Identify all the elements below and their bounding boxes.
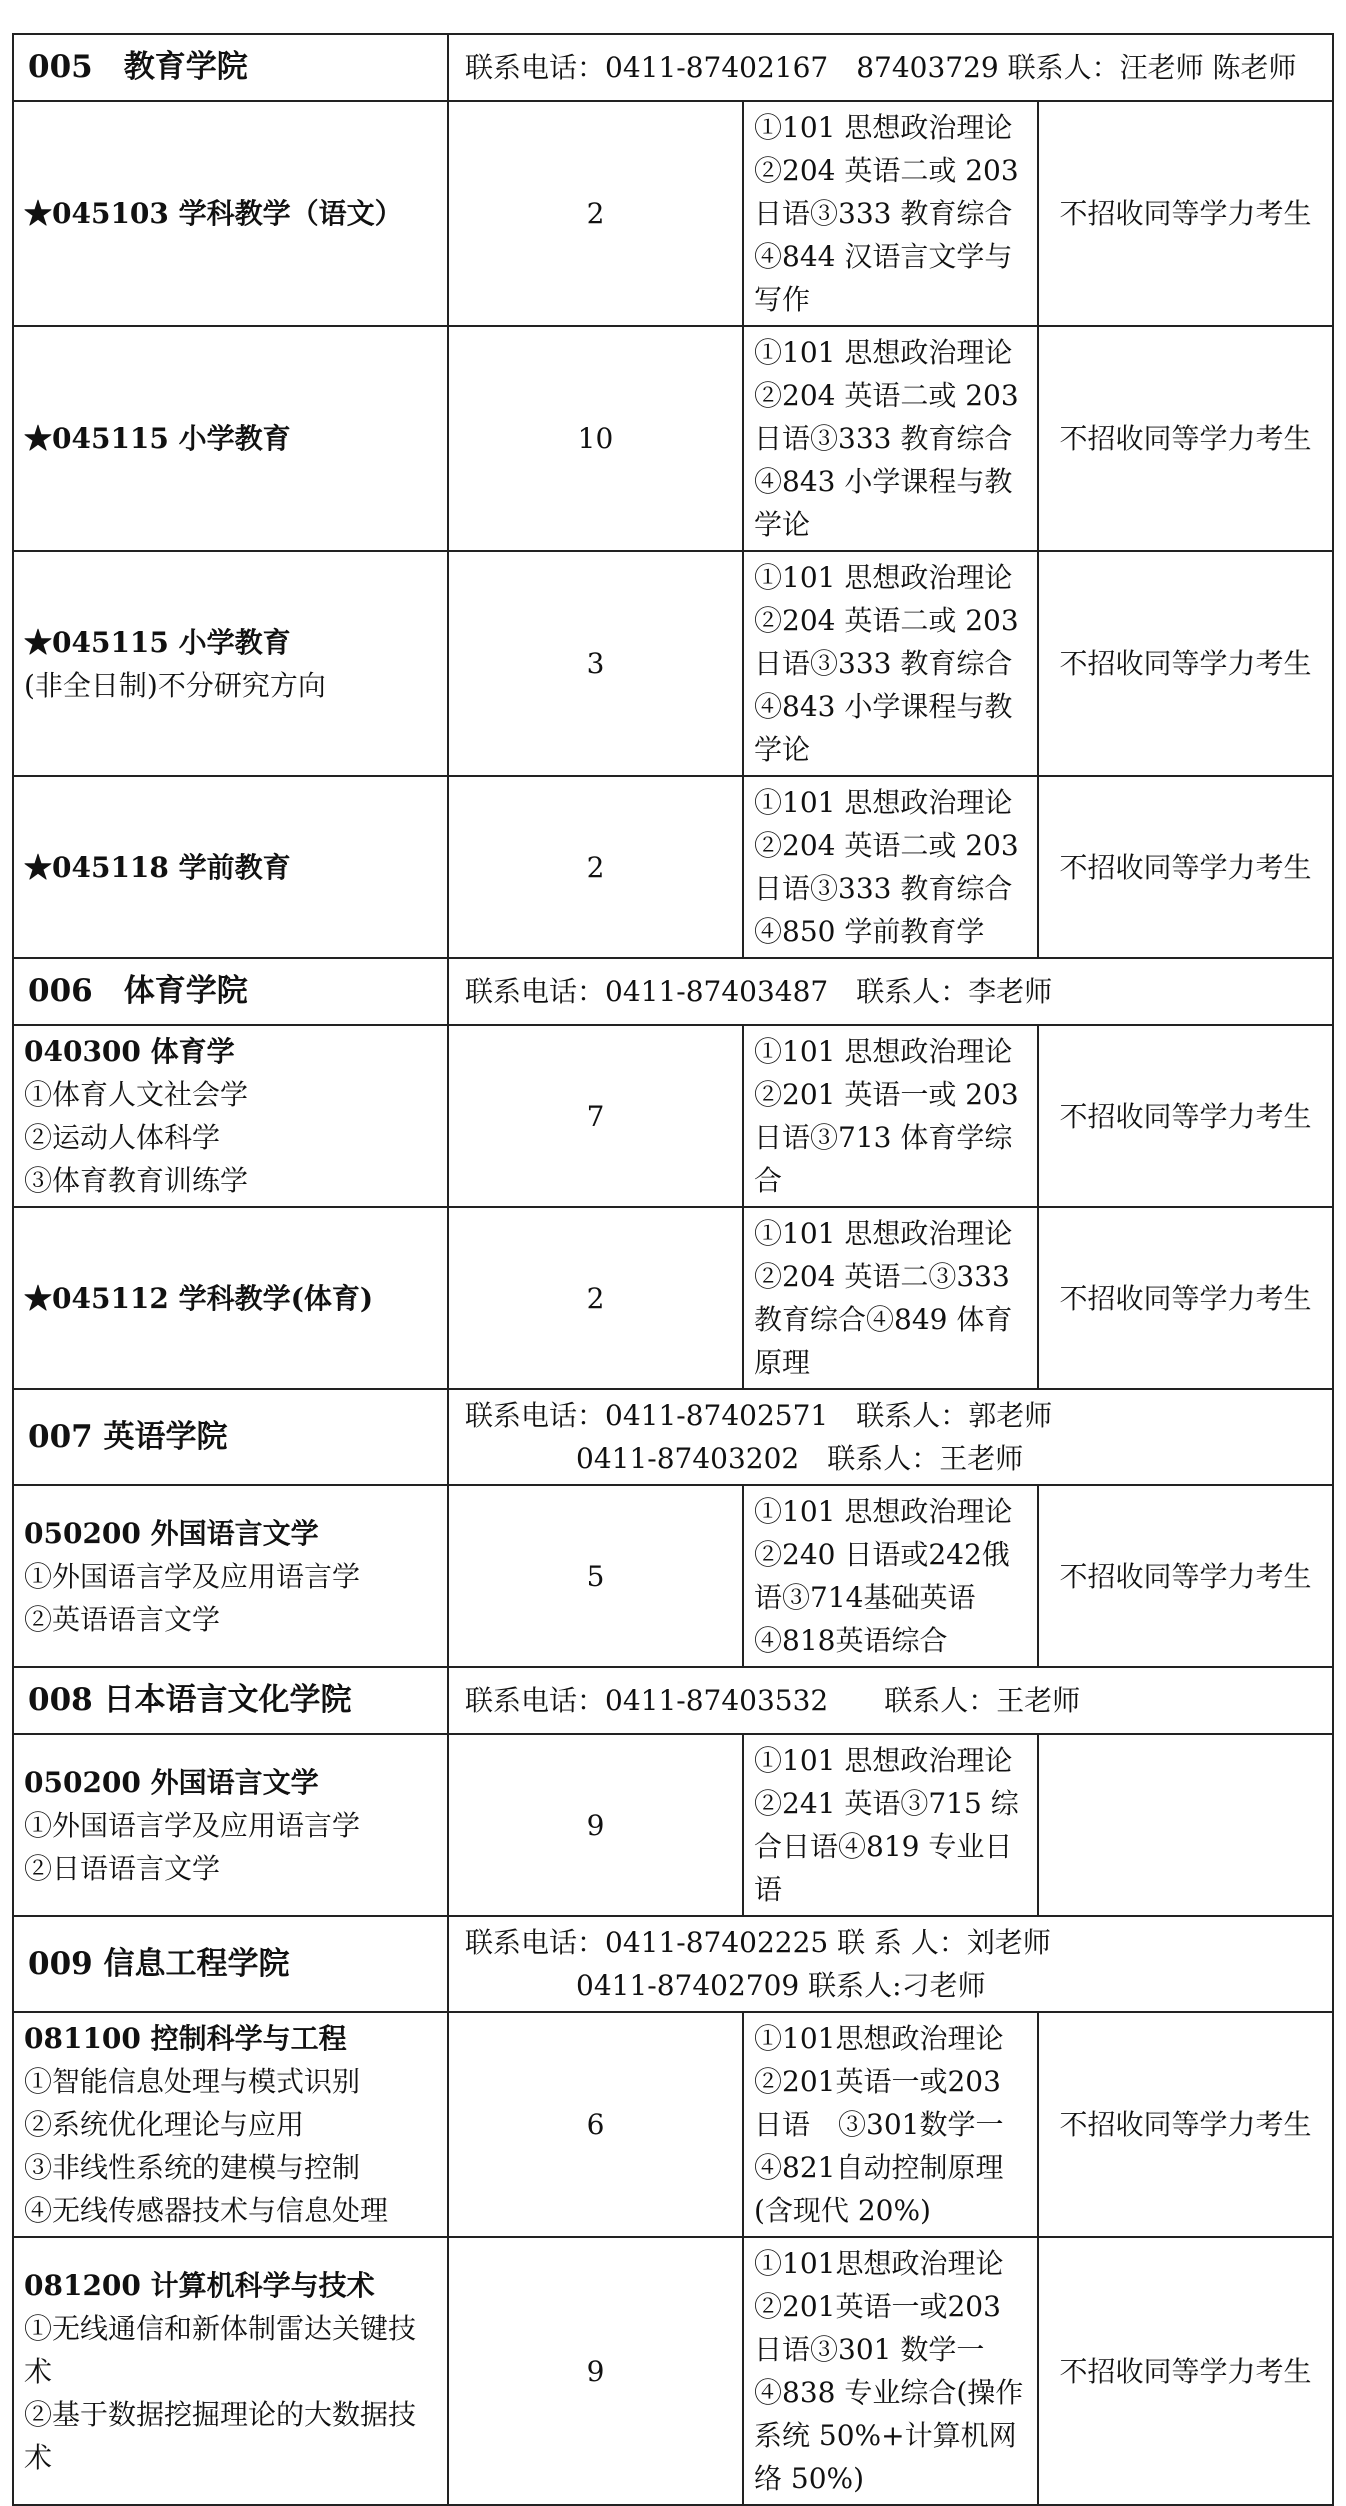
school-name: 007 英语学院 (13, 1389, 448, 1485)
research-direction: ①外国语言学及应用语言学 (24, 1559, 361, 1593)
exam-subjects: ①101思想政治理论 ②201英语一或203 日语③301 数学一 ④838 专业综合(操作系统 50%+计算机网络 50%) (743, 2237, 1038, 2505)
admissions-table (12, 33, 1334, 2506)
program-title: 050200 外国语言文学 (24, 1516, 319, 1550)
program-title: ★045115 小学教育 (24, 422, 291, 455)
remarks: 不招收同等学力考生 (1038, 551, 1333, 776)
research-direction: ①智能信息处理与模式识别 (24, 2065, 361, 2098)
program-cell (13, 101, 448, 326)
exam-subjects: ①101 思想政治理论 ②204 英语二③333 教育综合④849 体育原理 (743, 1207, 1038, 1389)
enrollment-count: 3 (448, 551, 743, 776)
school-name: 006 体育学院 (13, 958, 448, 1025)
remarks: 不招收同等学力考生 (1038, 2237, 1333, 2505)
program-row (13, 2237, 1333, 2505)
enrollment-count: 6 (448, 2012, 743, 2237)
contact-line: 0411-87402709 联系人:刁老师 (576, 1969, 986, 2002)
program-row (13, 101, 1333, 326)
exam-subjects: ①101 思想政治理论 ②201 英语一或 203 日语③713 体育学综合 (743, 1025, 1038, 1207)
program-cell (13, 326, 448, 551)
contact-line: 联系电话：0411-87402571 联系人：郭老师 (465, 1399, 1053, 1432)
section-header-row (13, 1667, 1333, 1734)
exam-subjects: ①101 思想政治理论 ②241 英语③715 综合日语④819 专业日语 (743, 1734, 1038, 1916)
program-title: ★045115 小学教育 (24, 625, 291, 659)
program-cell (13, 2237, 448, 2505)
enrollment-count: 5 (448, 1485, 743, 1667)
program-row (13, 1025, 1333, 1207)
program-cell (13, 1485, 448, 1667)
school-contact (448, 1389, 1333, 1485)
remarks: 不招收同等学力考生 (1038, 2012, 1333, 2237)
enrollment-count: 9 (448, 1734, 743, 1916)
program-cell (13, 551, 448, 776)
research-direction: ②系统优化理论与应用 (24, 2108, 305, 2141)
research-direction: ②运动人体科学 (24, 1121, 221, 1154)
remarks: 不招收同等学力考生 (1038, 1025, 1333, 1207)
school-name: 008 日本语言文化学院 (13, 1667, 448, 1734)
program-row (13, 776, 1333, 958)
section-header-row (13, 1389, 1333, 1485)
enrollment-count: 2 (448, 776, 743, 958)
school-name: 005 教育学院 (13, 34, 448, 101)
contact-line: 联系电话：0411-87403487 联系人：李老师 (465, 975, 1053, 1008)
exam-subjects: ①101 思想政治理论 ②204 英语二或 203 日语③333 教育综合 ④844 汉语言文学与写作 (743, 101, 1038, 326)
school-contact (448, 1667, 1333, 1734)
remarks: 不招收同等学力考生 (1038, 1207, 1333, 1389)
program-cell (13, 776, 448, 958)
program-title: 050200 外国语言文学 (24, 1765, 319, 1799)
program-title: 081100 控制科学与工程 (24, 2022, 347, 2055)
program-cell (13, 1734, 448, 1916)
research-direction: ①体育人文社会学 (24, 1078, 249, 1111)
research-direction: ②基于数据挖掘理论的大数据技术 (24, 2397, 417, 2474)
research-direction: ④无线传感器技术与信息处理 (24, 2194, 389, 2227)
program-title: ★045112 学科教学(体育) (24, 1281, 374, 1315)
program-title: 040300 体育学 (24, 1035, 235, 1068)
program-title: 081200 计算机科学与技术 (24, 2268, 375, 2302)
remarks: 不招收同等学力考生 (1038, 1485, 1333, 1667)
enrollment-count: 2 (448, 101, 743, 326)
program-row (13, 1734, 1333, 1916)
program-cell (13, 1025, 448, 1207)
exam-subjects: ①101 思想政治理论 ②204 英语二或 203 日语③333 教育综合 ④843 小学课程与教学论 (743, 551, 1038, 776)
research-direction: ③体育教育训练学 (24, 1164, 249, 1197)
exam-subjects: ①101思想政治理论 ②201英语一或203日语 ③301数学一 ④821自动控制原理(含现代 20%) (743, 2012, 1038, 2237)
remarks: 不招收同等学力考生 (1038, 326, 1333, 551)
program-row (13, 551, 1333, 776)
research-direction: ①无线通信和新体制雷达关键技术 (24, 2311, 417, 2388)
enrollment-count: 9 (448, 2237, 743, 2505)
program-title: ★045118 学前教育 (24, 850, 291, 884)
enrollment-count: 2 (448, 1207, 743, 1389)
contact-line: 联系电话：0411-87402225 联 系 人：刘老师 (465, 1926, 1051, 1959)
school-contact (448, 34, 1333, 101)
section-header-row (13, 34, 1333, 101)
enrollment-count: 10 (448, 326, 743, 551)
school-contact (448, 958, 1333, 1025)
contact-line: 联系电话：0411-87402167 87403729 联系人：汪老师 陈老师 (465, 51, 1297, 84)
section-header-row (13, 958, 1333, 1025)
contact-line: 联系电话：0411-87403532 联系人：王老师 (465, 1684, 1081, 1717)
research-direction: ②日语语言文学 (24, 1851, 221, 1885)
section-header-row (13, 1916, 1333, 2012)
contact-line: 0411-87403202 联系人：王老师 (576, 1442, 1024, 1475)
research-direction: (非全日制)不分研究方向 (24, 668, 326, 702)
research-direction: ②英语语言文学 (24, 1602, 221, 1636)
remarks: 不招收同等学力考生 (1038, 776, 1333, 958)
program-row (13, 1207, 1333, 1389)
enrollment-count: 7 (448, 1025, 743, 1207)
program-cell (13, 2012, 448, 2237)
program-row (13, 1485, 1333, 1667)
remarks (1038, 1734, 1333, 1916)
exam-subjects: ①101 思想政治理论 ②204 英语二或 203 日语③333 教育综合 ④850 学前教育学 (743, 776, 1038, 958)
school-contact (448, 1916, 1333, 2012)
research-direction: ③非线性系统的建模与控制 (24, 2151, 361, 2184)
research-direction: ①外国语言学及应用语言学 (24, 1808, 361, 1842)
remarks: 不招收同等学力考生 (1038, 101, 1333, 326)
school-name: 009 信息工程学院 (13, 1916, 448, 2012)
program-title: ★045103 学科教学（语文） (24, 197, 403, 230)
program-row (13, 326, 1333, 551)
exam-subjects: ①101 思想政治理论 ②204 英语二或 203 日语③333 教育综合 ④843 小学课程与教学论 (743, 326, 1038, 551)
program-cell (13, 1207, 448, 1389)
exam-subjects: ①101 思想政治理论 ②240 日语或242俄语③714基础英语④818英语综合 (743, 1485, 1038, 1667)
program-row (13, 2012, 1333, 2237)
